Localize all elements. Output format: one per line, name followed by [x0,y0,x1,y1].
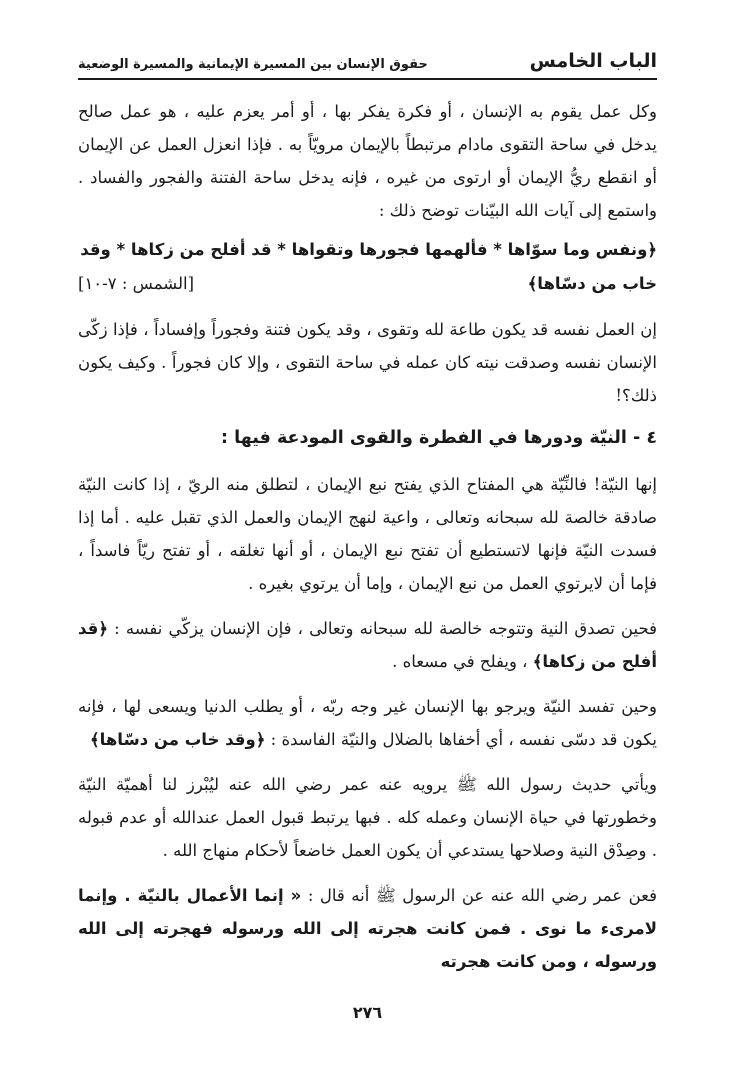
page-body [78,95,657,978]
paragraph-2: إن العمل نفسه قد يكون طاعة لله وتقوى ، وقد يكون فتنة وفجوراً وإفساداً ، فإذا زكّى الإنسان نفسه وصدقت نيته كان عمله في ساحة التقوى ، وإلا كان فجوراً . وكيف يكون ذلك؟! [78,320,657,405]
paragraph-5 [78,690,657,756]
section-heading: ٤ - النيّة ودورها في الفطرة والقوى المودعة فيها : [221,428,657,448]
paragraph-5-text: وحين تفسد النيّة ويرجو بها الإنسان غير وجه ربّه ، أو يطلب الدنيا ويسعى لها ، فإنه يكون قد دسّى نفسه ، أي أخفاها بالضلال والنيّة الفاسدة : [78,697,657,749]
paragraph-3: إنها النيّة! فالنِّيّة هي المفتاح الذي يفتح نبع الإيمان ، لتطلق منه الريّ ، إذا كانت النيّة صادقة خالصة لله سبحانه وتعالى ، واعية لنهج الإيمان والعمل الذي تقبل عليه . أما إذا فسدت النيّة فإنها لاتستطيع أن تفتح نبع الإيمان ، أو أنها تغلقه ، أو تفتح ريّاً فاسداً ، فإما أن لايرتوي العمل من نبع الإيمان ، وإما أن يرتوي بغيره . [78,475,657,593]
running-header [78,40,657,80]
verse-text: ﴿ونفس وما سوّاها * فألهمها فجورها وتقواها * قد أفلح من زكاها * وقد خاب من دسّاها﴾ [80,240,657,293]
hadith-quote: « إنما الأعمال بالنيّة . وإنما لامرىء ما نوى . فمن كانت هجرته إلى الله ورسوله فهجرته إلى الله ورسوله ، ومن كانت هجرته [78,886,657,971]
paragraph-7-text: فعن عمر رضي الله عنه عن الرسول ﷺ أنه قال : [307,886,657,905]
book-title: حقوق الإنسان بين المسيرة الإيمانية والمسيرة الوضعية [78,57,428,72]
paragraph-4-quote: ﴿قد أفلح من زكاها﴾ [78,619,657,671]
paragraph-5-quote: ﴿وقد خاب من دسّاها﴾ [89,730,266,749]
chapter-title: الباب الخامس [529,50,657,72]
paragraph-4 [78,612,657,678]
verse-reference: [الشمس : ٧-١٠] [78,274,195,293]
paragraph-4-text: فحين تصدق النية وتتوجه خالصة لله سبحانه وتعالى ، فإن الإنسان يزكّي نفسه : [114,619,657,638]
paragraph-1: وكل عمل يقوم به الإنسان ، أو فكرة يفكر بها ، أو أمر يعزم عليه ، هو عمل صالح يدخل في ساحة التقوى مادام مرتبطاً بالإيمان مرويّاً به . فإذا انعزل العمل عن الإيمان أو انقطع ريُّ الإيمان أو ارتوى من غيره ، فإنه يدخل ساحة الفتنة والفجور والفساد . واستمع إلى آيات الله البيّنات توضح ذلك : [78,102,657,220]
paragraph-6: ويأتي حديث رسول الله ﷺ يرويه عنه عمر رضي الله عنه ليُبْرز لنا أهميّة النيّة وخطورتها في حياة الإنسان وعمله كله . فبها يرتبط قبول العمل عندالله أو عدم قبوله . وصِدْق النية وصلاحها يستدعي أن يكون العمل خاضعاً لأحكام منهاج الله . [78,775,657,860]
paragraph-7 [78,879,657,978]
page-number: ٢٧٦ [352,1003,383,1022]
paragraph-4-tail: ، ويفلح في مسعاه . [392,652,528,671]
quran-verse [78,233,657,301]
